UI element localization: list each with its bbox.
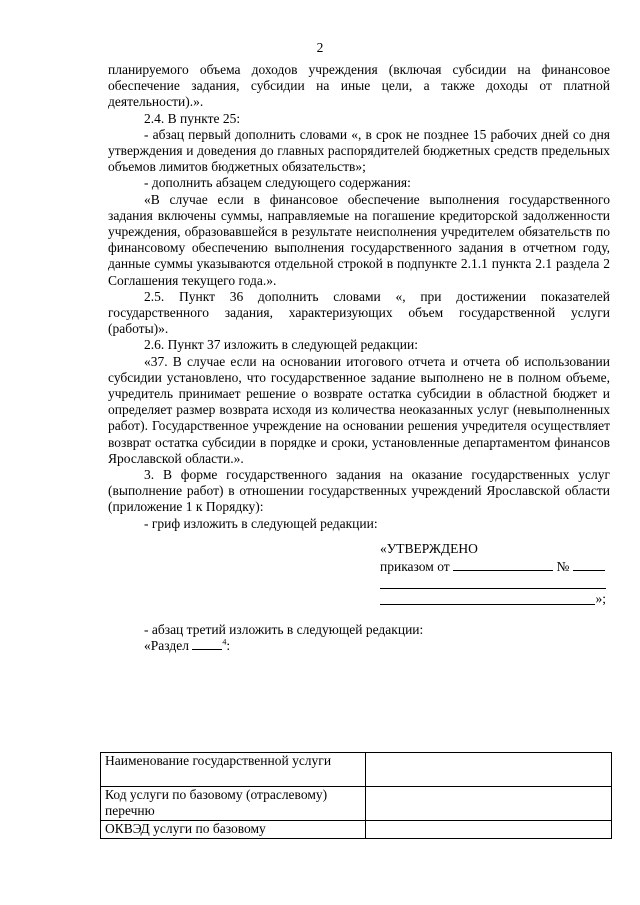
page-number: 2 xyxy=(316,40,324,55)
paragraph: «В случае если в финансовое обеспечение выполнения государственного задания включены суммы, направляемые на погашение кредиторской задолженности учреждения, образовавшейся в результате неисполнения учредителем обязательств по финансовому обеспечению выполнения государственного задания в отчетном году, данные суммы указываются отдельной строкой в подпункте 2.1.1 пункта 2.1 раздела 2 Соглашения текущего года.». xyxy=(108,191,610,288)
stamp-closing: »; xyxy=(595,590,606,606)
stamp-number-sign: № xyxy=(556,558,570,574)
paragraph: - гриф изложить в следующей редакции: xyxy=(144,515,378,531)
table-row xyxy=(101,821,612,839)
razdel-blank xyxy=(192,638,222,650)
stamp-order-prefix: приказом от xyxy=(380,558,450,574)
paragraph: «37. В случае если на основании итогового отчета и отчета об использовании субсидии установлено, что государственное задание выполнено не в полном объеме, учредитель принимает решение о возврате остатка субсидии в областной бюджет и определяет размер возврата исходя из количества неоказанных услуг (невыполненных работ). Государственное учреждение на основании решения учредителя осуществляет возврат остатка субсидии в порядке и сроки, установленные департаментом финансов Ярославской области.». xyxy=(108,353,610,466)
footnote-mark: 4 xyxy=(222,637,227,647)
stamp-title: «УТВЕРЖДЕНО xyxy=(380,540,478,556)
document-body xyxy=(108,62,610,654)
table-cell-label: Код услуги по базовому (отраслевому) перечню xyxy=(101,787,366,821)
paragraph: - абзац третий изложить в следующей редакции: xyxy=(144,621,424,637)
razdel-line xyxy=(108,638,610,654)
table-cell-label: Наименование государственной услуги xyxy=(101,753,366,787)
paragraph: планируемого объема доходов учреждения (включая субсидии на финансовое обеспечение задания, субсидии на иные цели, а также доходы от платной деятельности).». xyxy=(108,62,610,110)
blank-line xyxy=(380,587,606,589)
blank-line xyxy=(380,603,595,605)
razdel-suffix: : xyxy=(226,638,231,654)
table-row xyxy=(101,787,612,821)
table-cell-value xyxy=(366,753,612,787)
stamp-order-line xyxy=(380,558,606,576)
order-number-blank xyxy=(573,558,605,571)
table-cell-value xyxy=(366,821,612,839)
service-table xyxy=(100,752,612,839)
stamp-blank-line xyxy=(380,592,606,608)
paragraph: 2.4. В пункте 25: xyxy=(144,110,241,126)
paragraph: 2.5. Пункт 36 дополнить словами «, при достижении показателей государственного задания, характеризующих объем государственной услуги (работы)». xyxy=(108,288,610,337)
paragraph: - дополнить абзацем следующего содержания: xyxy=(144,175,411,191)
table-row xyxy=(101,753,612,787)
approval-stamp xyxy=(380,540,606,608)
razdel-prefix: «Раздел xyxy=(144,638,189,654)
paragraph: 2.6. Пункт 37 изложить в следующей редакции: xyxy=(144,337,418,353)
table-cell-value xyxy=(366,787,612,821)
paragraph: 3. В форме государственного задания на оказание государственных услуг (выполнение работ) в отношении государственных учреждений Ярославской области (приложение 1 к Порядку): xyxy=(108,467,610,515)
paragraph: - абзац первый дополнить словами «, в срок не позднее 15 рабочих дней со дня утверждения и доведения до главных распорядителей бюджетных средств предельных объемов лимитов бюджетных обязательств»; xyxy=(108,126,610,175)
stamp-blank-line xyxy=(380,576,606,592)
order-date-blank xyxy=(453,558,553,571)
table-cell-label: ОКВЭД услуги по базовому xyxy=(101,821,366,839)
